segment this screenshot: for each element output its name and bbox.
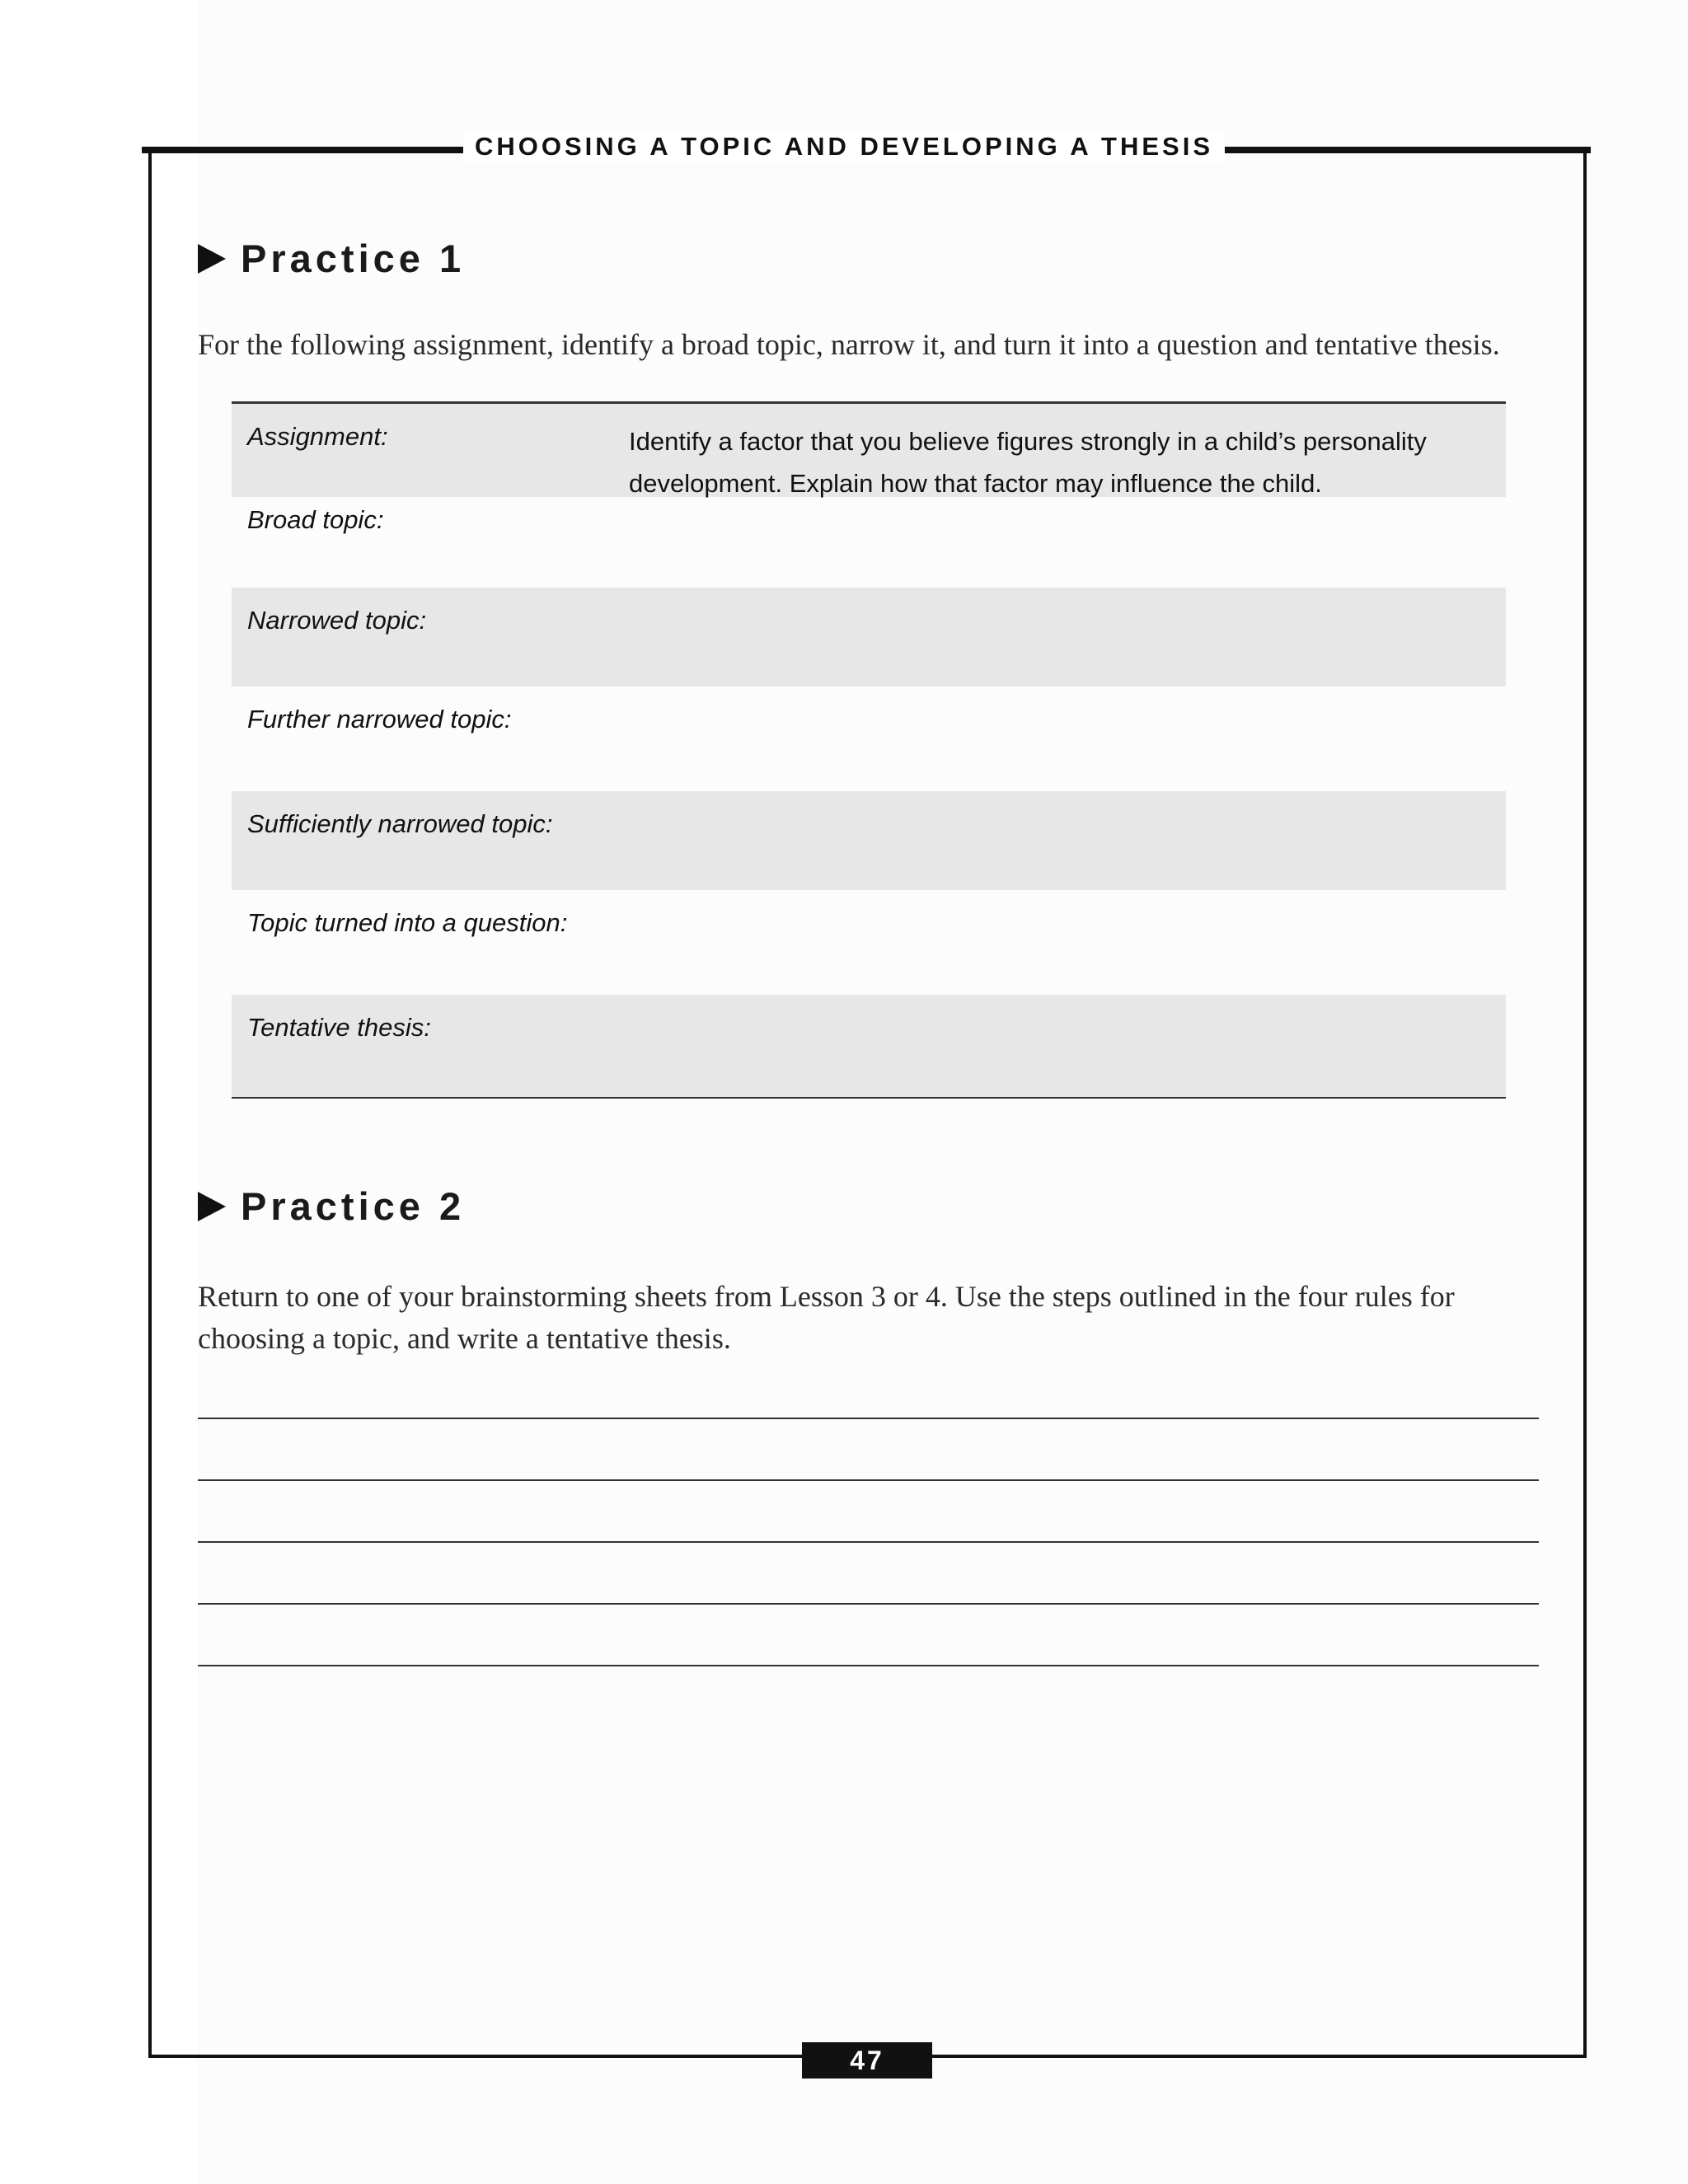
triangle-arrow-icon bbox=[198, 244, 226, 274]
row-label: Further narrowed topic: bbox=[247, 705, 512, 733]
practice-2-heading bbox=[198, 1183, 465, 1229]
answer-line[interactable] bbox=[198, 1603, 1539, 1605]
table-row-narrowed-topic[interactable] bbox=[232, 588, 1506, 687]
table-row-sufficiently-narrowed-topic[interactable] bbox=[232, 791, 1506, 890]
table-bottom-rule bbox=[232, 1097, 1506, 1099]
assignment-text: Identify a factor that you believe figures strongly in a child’s personality development. Explain how that factor may influence the child. bbox=[629, 427, 1427, 498]
practice-2-title: Practice 2 bbox=[241, 1184, 466, 1228]
row-label: Tentative thesis: bbox=[247, 1013, 431, 1042]
topic-worksheet-table bbox=[232, 401, 1506, 1042]
table-row-topic-question[interactable] bbox=[232, 890, 1506, 995]
answer-line[interactable] bbox=[198, 1665, 1539, 1666]
page-number: 47 bbox=[802, 2042, 932, 2079]
chapter-title: CHOOSING A TOPIC AND DEVELOPING A THESIS bbox=[463, 132, 1225, 162]
table-row-further-narrowed-topic[interactable] bbox=[232, 687, 1506, 791]
practice-1-instruction: For the following assignment, identify a broad topic, narrow it, and turn it into a question and tentative thesis. bbox=[198, 328, 1500, 361]
row-label: Sufficiently narrowed topic: bbox=[247, 809, 553, 838]
row-label: Topic turned into a question: bbox=[247, 908, 568, 937]
answer-line[interactable] bbox=[198, 1418, 1539, 1419]
assignment-label: Assignment: bbox=[247, 422, 388, 451]
row-label: Narrowed topic: bbox=[247, 606, 427, 635]
answer-line[interactable] bbox=[198, 1541, 1539, 1543]
table-row-broad-topic[interactable] bbox=[232, 497, 1506, 588]
practice-2-instruction: Return to one of your brainstorming sheets from Lesson 3 or 4. Use the steps outlined in the four rules for choosing a topic, and write a tentative thesis. bbox=[198, 1280, 1455, 1355]
row-label: Broad topic: bbox=[247, 505, 384, 534]
practice-1-title: Practice 1 bbox=[241, 237, 466, 280]
table-row-tentative-thesis[interactable] bbox=[232, 995, 1506, 1097]
practice-1-heading bbox=[198, 236, 465, 281]
table-row-assignment bbox=[232, 404, 1506, 497]
answer-line[interactable] bbox=[198, 1479, 1539, 1481]
triangle-arrow-icon bbox=[198, 1192, 226, 1221]
